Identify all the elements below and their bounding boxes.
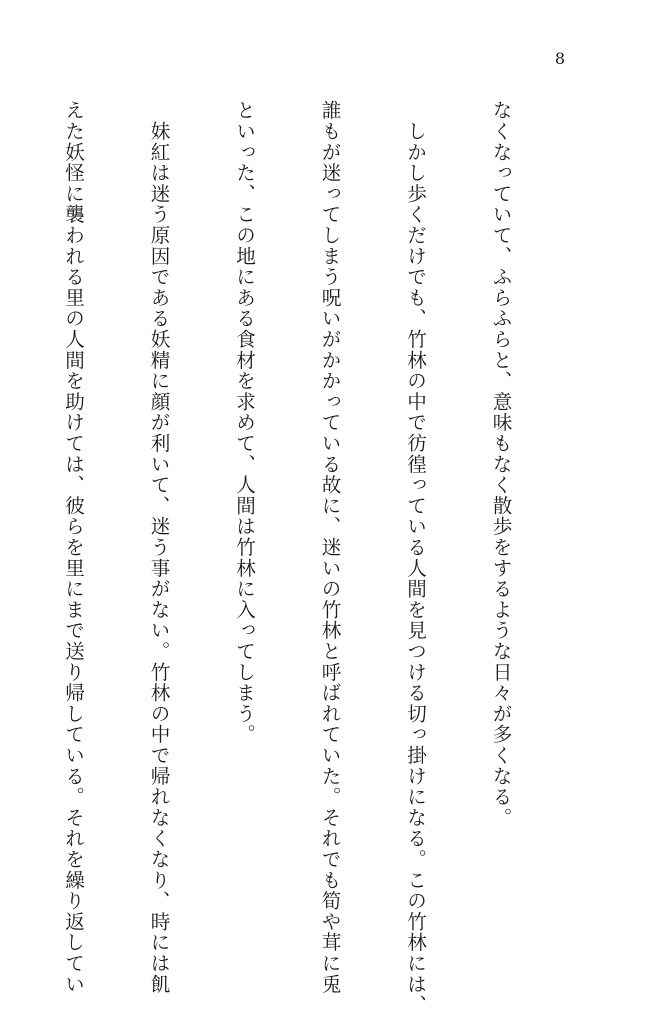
text-line: 妹紅は迷う原因である妖精に顔が利いて、迷う事がない。竹林の中で帰れなくなり、時には飢 bbox=[147, 100, 170, 995]
text-line: えた妖怪に襲われる里の人間を助けては、彼らを里にまで送り帰している。それを繰り返してい bbox=[61, 100, 85, 995]
text-line: しかし歩くだけでも、竹林の中で彷徨っている人間を見つける切っ掛けになる。この竹林には、 bbox=[403, 100, 427, 1015]
text-line: といった、この地にある食材を求めて、人間は竹林に入ってしまう。 bbox=[232, 100, 256, 745]
text-line: なくなっていて、ふらふらと、意味もなく散歩をするような日々が多くなる。 bbox=[489, 100, 512, 828]
text-line: 誰もが迷ってしまう呪いがかかっている故に、迷いの竹林と呼ばれていた。それでも筍や茸に兎 bbox=[318, 100, 341, 995]
novel-text-column bbox=[0, 100, 571, 1015]
page-number: 8 bbox=[554, 49, 566, 68]
text-line bbox=[0, 100, 1, 860]
